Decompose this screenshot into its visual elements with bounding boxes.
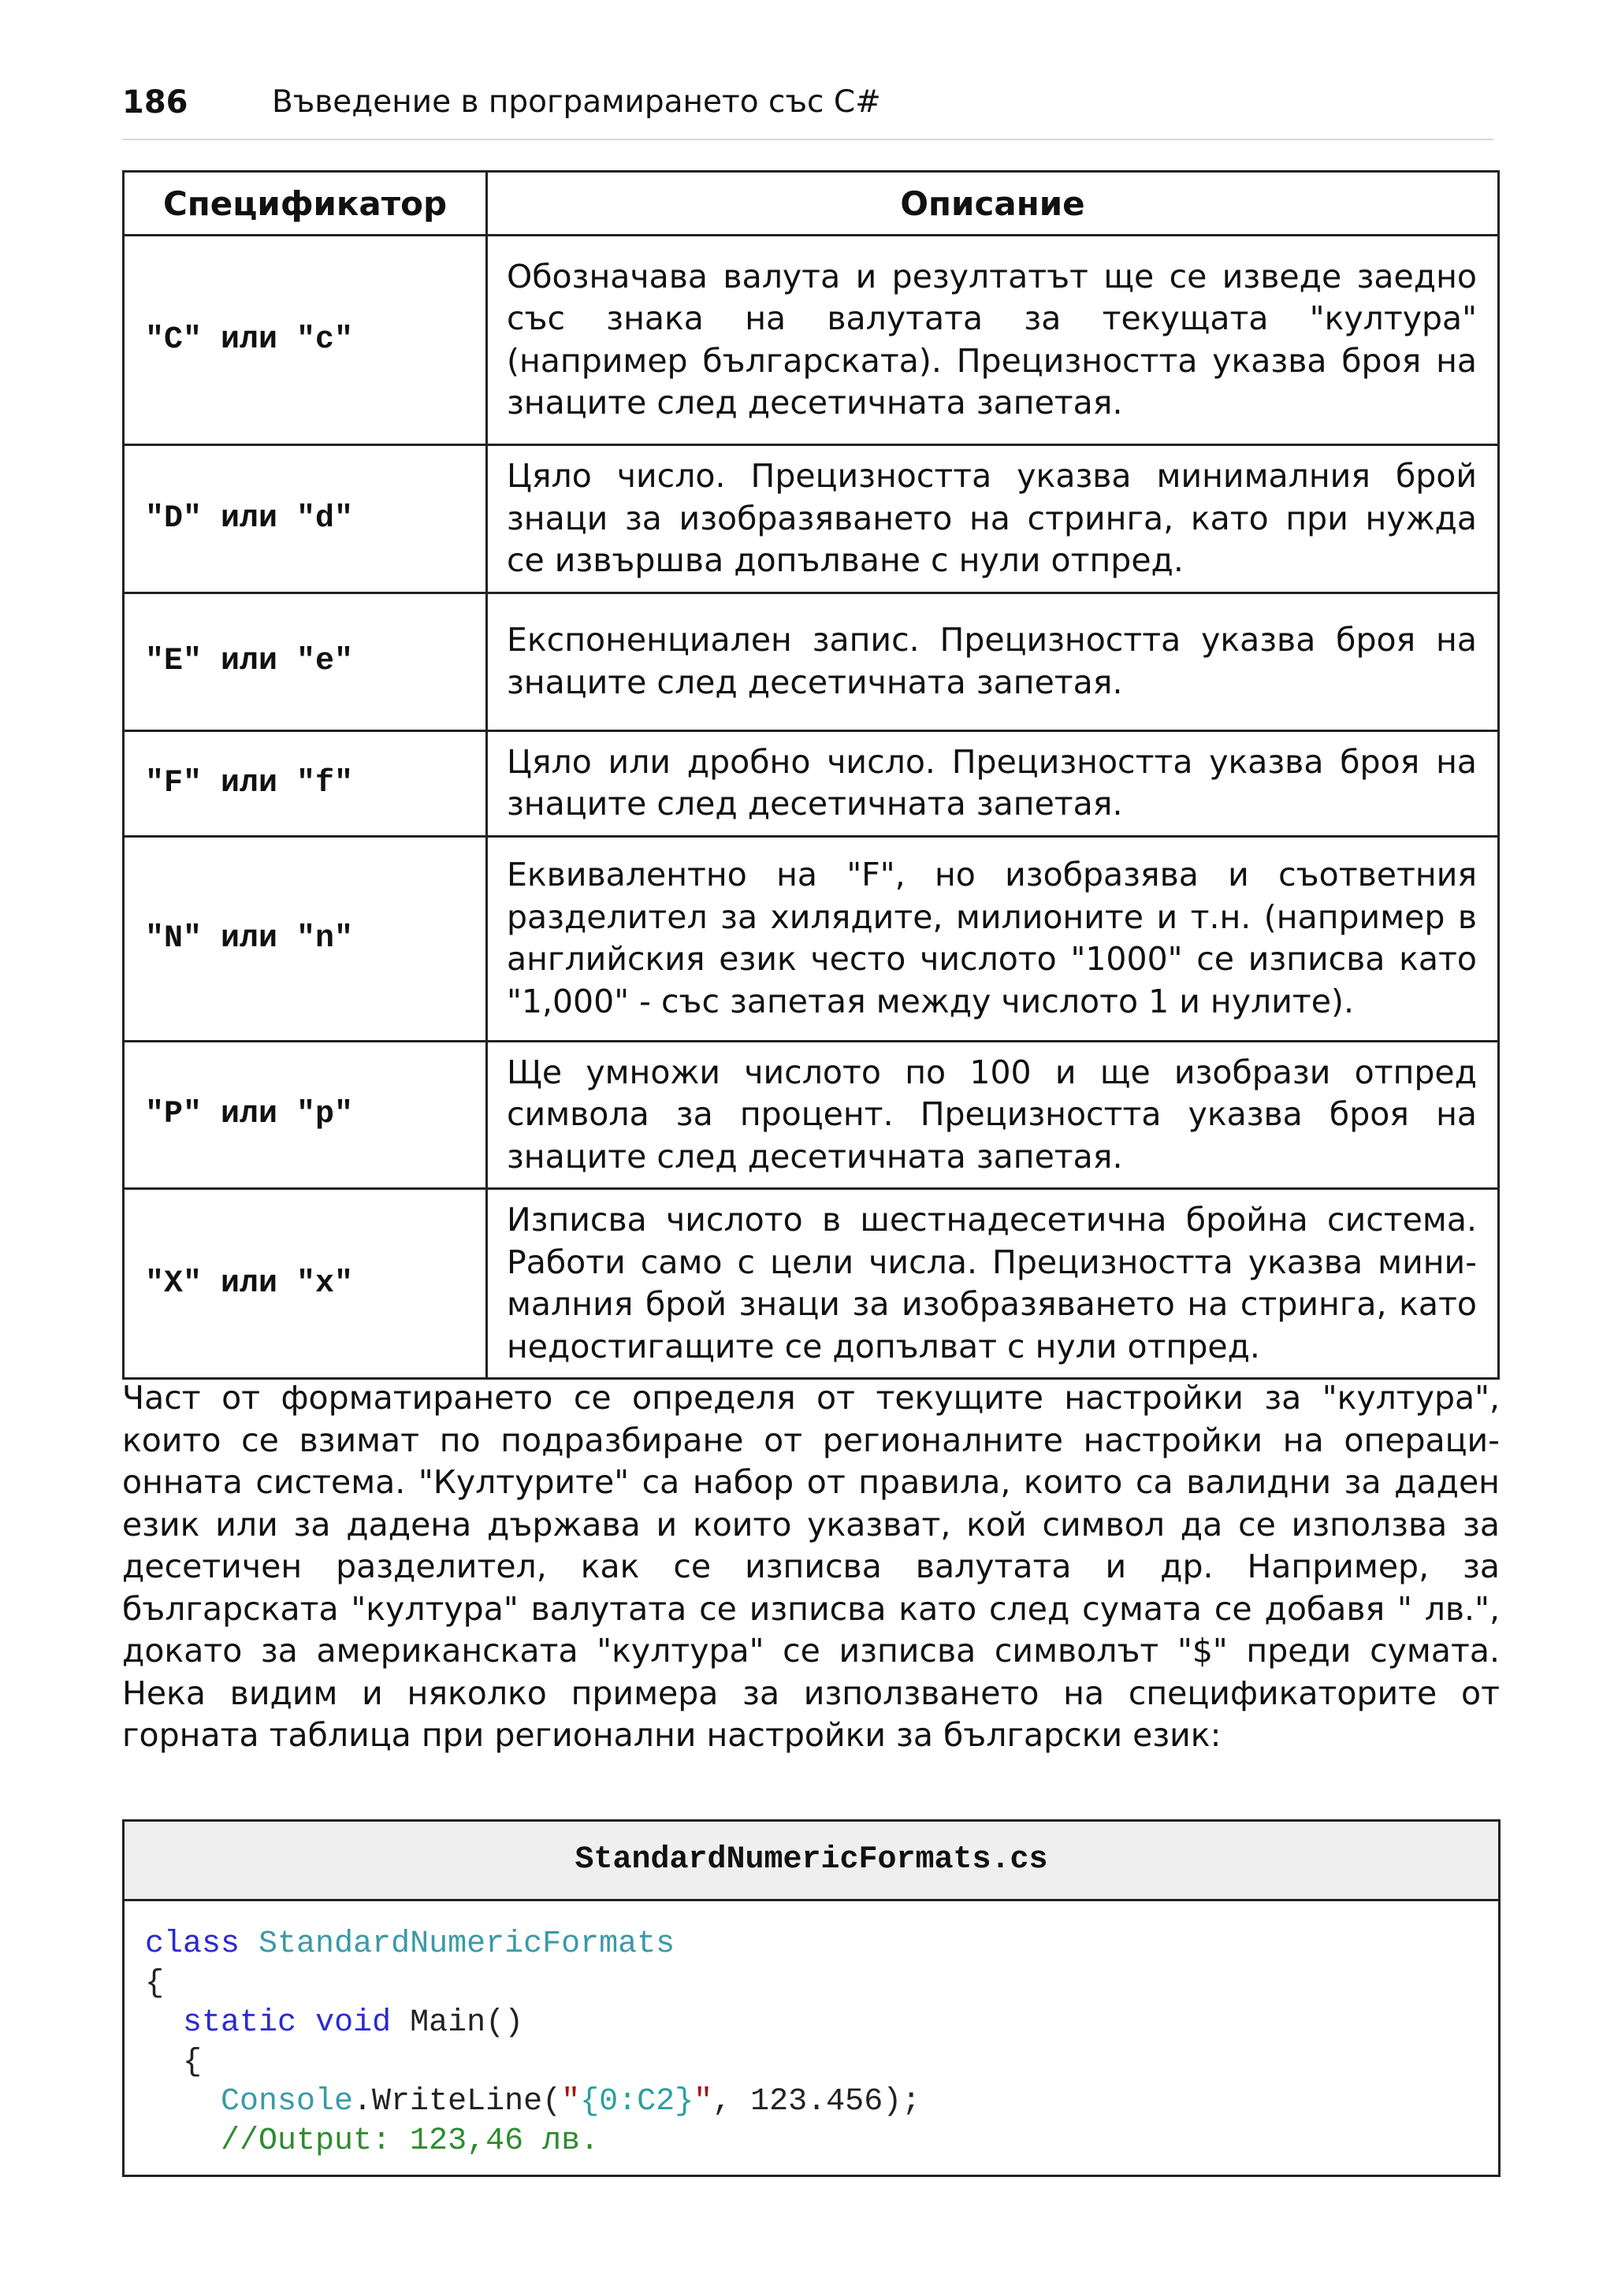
specifier-cell: "N" или "n": [124, 836, 487, 1041]
table-header-row: [124, 172, 1499, 236]
code-line: [145, 2043, 1498, 2082]
code-body: [125, 1901, 1498, 2161]
description-cell: Изписва числото в шестнадесетична бройна система. Работи само с цели числа. Прецизността указва минималния брой знаци за изобразяването на стринга, като недостигащите се допълват с нули отпред.: [487, 1189, 1499, 1379]
column-header-description: Описание: [487, 172, 1499, 236]
specifier-cell: "C" или "c": [124, 236, 487, 445]
code-method-call: .WriteLine(: [353, 2084, 562, 2120]
code-comment: //Output: 123,46 лв.: [221, 2123, 600, 2159]
code-type: StandardNumericFormats: [258, 1926, 675, 1962]
table-row: [124, 730, 1499, 836]
column-header-specifier: Спецификатор: [124, 172, 487, 236]
specifier-cell: "F" или "f": [124, 730, 487, 836]
code-keyword: void: [315, 2005, 392, 2041]
description-cell: Еквивалентно на "F", но изобразява и съответния разделител за хилядите, милионите и т.н. (например в английския език често числото "1000" се изписва като "1,000" - със запетая между числото 1 и нулите).: [487, 836, 1499, 1041]
code-method-name: Main(): [410, 2005, 524, 2041]
table-row: [124, 593, 1499, 730]
code-line: [145, 1925, 1498, 1964]
code-brace: {: [183, 2045, 203, 2080]
description-cell: Цяло число. Прецизността указва минималния брой знаци за изобразяването на стринга, като при нужда се извършва допълване с нули отпред.: [487, 445, 1499, 593]
code-string-quote: ": [561, 2084, 581, 2120]
running-header: [122, 80, 1493, 140]
code-listing: [122, 1819, 1501, 2177]
specifier-cell: "E" или "e": [124, 593, 487, 730]
specifier-cell: "P" или "p": [124, 1041, 487, 1189]
format-specifier-table: [122, 170, 1500, 1380]
code-keyword: static: [183, 2005, 297, 2041]
page-number: 186: [122, 84, 188, 121]
description-cell: Обозначава валута и резултатът ще се изведе заедно със знака на валутата за текущата "култура" (например българската). Прецизността указва броя на знаците след десетичната запетая.: [487, 236, 1499, 445]
code-keyword: class: [145, 1926, 240, 1962]
code-brace: {: [145, 1966, 165, 2001]
code-arguments: , 123.456);: [712, 2084, 921, 2120]
table-row: [124, 1041, 1499, 1189]
code-string-quote: ": [694, 2084, 713, 2120]
table-row: [124, 445, 1499, 593]
code-format-placeholder: {0:C2}: [580, 2084, 694, 2120]
code-line: [145, 1964, 1498, 2004]
table-row: [124, 236, 1499, 445]
book-title: Въведение в програмирането със C#: [272, 84, 881, 120]
specifier-cell: "X" или "x": [124, 1189, 487, 1379]
code-line: [145, 2122, 1498, 2161]
code-filename: StandardNumericFormats.cs: [125, 1822, 1498, 1901]
code-line: [145, 2004, 1498, 2043]
table-row: [124, 836, 1499, 1041]
description-cell: Цяло или дробно число. Прецизността указва броя на знаците след десетичната запетая.: [487, 730, 1499, 836]
code-type: Console: [221, 2084, 354, 2120]
table-row: [124, 1189, 1499, 1379]
description-cell: Ще умножи числото по 100 и ще изобрази отпред символа за процент. Прецизността указва броя на знаците след десетичната запетая.: [487, 1041, 1499, 1189]
specifier-cell: "D" или "d": [124, 445, 487, 593]
code-line: [145, 2082, 1498, 2122]
description-cell: Експоненциален запис. Прецизността указва броя на знаците след десетичната запетая.: [487, 593, 1499, 730]
body-paragraph: Част от форматирането се определя от текущите настройки за "култура", които се взимат по подразбиране от регионалните настройки на операционната система. "Културите" са набор от правила, които са валидни за даден език или за дадена държава и които указват, кой символ да се използва за десетичен разделител, как се изписва валутата и др. Например, за българската "култура" валутата се изписва като след сумата се добавя " лв.", докато за американската "култура" се изписва символът "$" преди сумата. Нека видим и няколко примера за използването на спецификаторите от горната таблица при регионални настройки за български език:: [122, 1379, 1500, 1754]
